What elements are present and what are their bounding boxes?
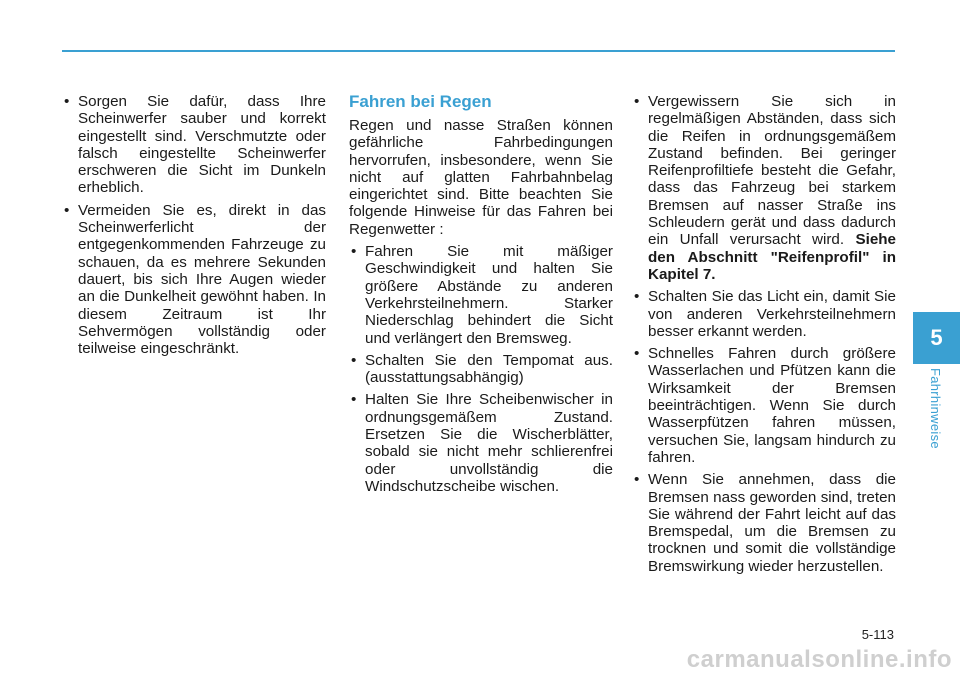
list-item: • Sorgen Sie dafür, dass Ihre Scheinwerfer sauber und korrekt eingestellt sind. Verschmutzte oder falsch eingestellte Scheinwerfer erschweren die Sicht im Dunkeln erheblich.: [62, 93, 326, 197]
list-item: • Schalten Sie den Tempomat aus. (ausstattungsabhängig): [349, 352, 613, 387]
column-middle: [349, 92, 613, 500]
list-item: • Vermeiden Sie es, direkt in das Scheinwerferlicht der entgegenkommenden Fahrzeuge zu schauen, da es mehrere Sekunden dauert, bis sich Ihre Augen wieder an die Dunkelheit gewöhnt haben. In diesem Zeitraum ist Ihr Sehvermögen vollständig oder teilweise eingeschränkt.: [62, 202, 326, 358]
list-item: [632, 93, 896, 283]
list-item: • Schnelles Fahren durch größere Wasserlachen und Pfützen kann die Wirksamkeit der Bremsen beeinträchtigen. Wenn Sie durch Wasserpfützen fahren müssen, versuchen Sie, langsam hindurch zu fahren.: [632, 345, 896, 466]
column-left: [62, 93, 326, 362]
top-rule: [62, 50, 895, 52]
list-item: • Halten Sie Ihre Scheibenwischer in ordnungsgemäßem Zustand. Ersetzen Sie die Wischerblätter, sobald sie nicht mehr schlierenfrei oder unvollständig die Windschutzscheibe wischen.: [349, 391, 613, 495]
bullet-list: [349, 243, 613, 495]
bullet-list: [62, 93, 326, 357]
chapter-tab: [913, 312, 960, 364]
list-item: • Wenn Sie annehmen, dass die Bremsen nass geworden sind, treten Sie während der Fahrt leicht auf das Bremspedal, um die Bremsen zu trocknen und somit die vollständige Bremswirkung wieder herzustellen.: [632, 471, 896, 575]
column-right: [632, 93, 896, 580]
chapter-label: Fahrhinweise: [928, 368, 943, 449]
chapter-number: 5: [930, 325, 943, 350]
section-heading: Fahren bei Regen: [349, 92, 492, 111]
section-intro: Regen und nasse Straßen können gefährliche Fahrbedingungen hervorrufen, insbesondere, wenn Sie nicht auf glatten Fahrbahnbelag eingerichtet sind. Bitte beachten Sie folgende Hinweise für das Fahren bei Regenwetter :: [349, 117, 613, 238]
list-item-text: Vergewissern Sie sich in regelmäßigen Abständen, dass sich die Reifen in ordnungsgemäßem Zustand befinden. Bei geringer Reifenprofiltiefe besteht die Gefahr, dass das Fahrzeug bei starkem Bremsen auf nasser Straße ins Schleudern gerät und dass dadurch ein Unfall verursacht wird.: [648, 93, 896, 249]
list-item: • Fahren Sie mit mäßiger Geschwindigkeit und halten Sie größere Abstände zu anderen Verkehrsteilnehmern. Starker Niederschlag behindert die Sicht und verlängert den Bremsweg.: [349, 243, 613, 347]
page-number: 5-113: [861, 627, 894, 642]
cross-reference: Siehe den Abschnitt "Reifenprofil" in Kapitel 7.: [648, 231, 896, 283]
list-item: • Schalten Sie das Licht ein, damit Sie von anderen Verkehrsteilnehmern besser erkannt werden.: [632, 288, 896, 340]
bullet-list: [632, 93, 896, 575]
watermark: carmanualsonline.info: [686, 646, 952, 673]
